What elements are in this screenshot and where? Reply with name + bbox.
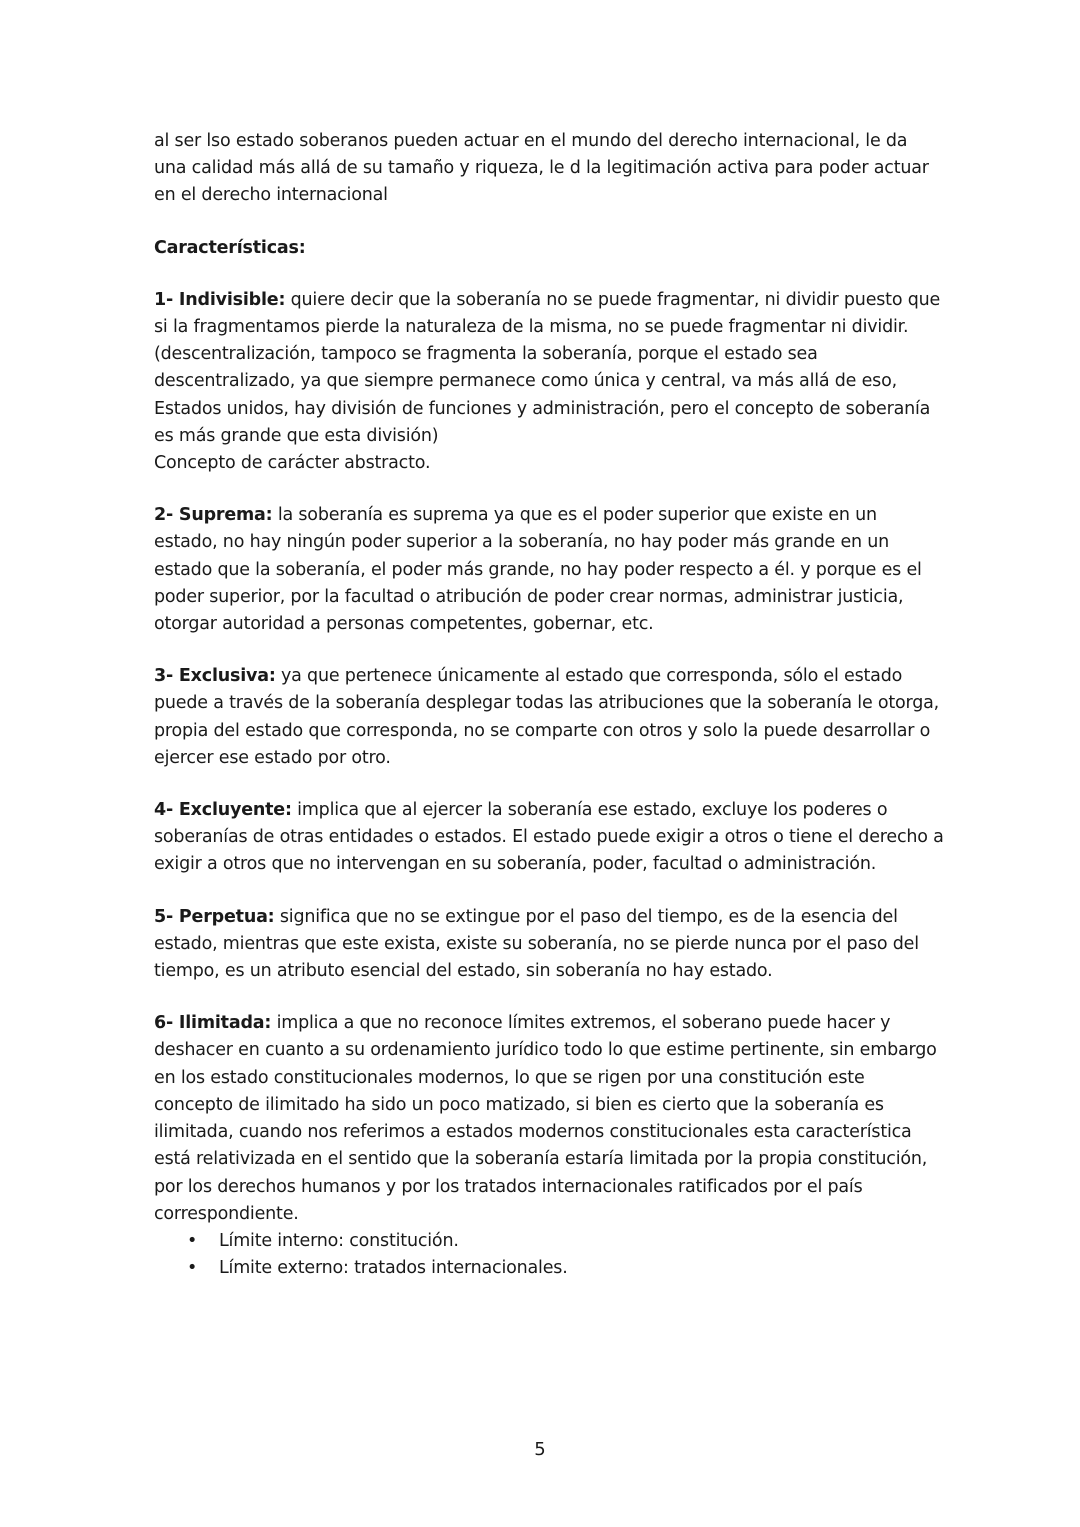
section-heading: Características: — [154, 237, 306, 258]
characteristic-suprema — [154, 502, 944, 638]
spacer — [154, 772, 944, 797]
characteristic-text: la soberanía es suprema ya que es el poder superior que existe en un estado, no hay ningún poder superior a la soberanía, no hay poder más grande en un estado que la soberanía, el poder más grande, no hay poder respecto a él. y porque es el poder superior, por la facultad o atribución de poder crear normas, administrar justicia, otorgar autoridad a personas competentes, gobernar, etc. — [154, 505, 922, 635]
indivisible-note: (descentralización, tampoco se fragmenta la soberanía, porque el estado sea descentralizado, ya que siempre permanece como única y central, va más allá de eso, Estados unidos, hay división de funciones y administración, pero el concepto de soberanía es más grande que esta división) — [154, 344, 931, 446]
characteristic-excluyente — [154, 797, 944, 879]
characteristic-text: implica que al ejercer la soberanía ese estado, excluye los poderes o soberanías de otras entidades o estados. El estado puede exigir a otros o tiene el derecho a exigir a otros que no intervengan en su soberanía, poder, facultad o administración. — [154, 800, 944, 875]
characteristic-indivisible — [154, 287, 944, 341]
characteristic-text: implica a que no reconoce límites extremos, el soberano puede hacer y deshacer en cuanto a su ordenamiento jurídico todo lo que estime pertinente, sin embargo en los estado constitucionales modernos, lo que se rigen por una constitución este concepto de ilimitado ha sido un poco matizado, si bien es cierto que la soberanía es ilimitada, cuando nos referimos a estados modernos constitucionales esta característica está relativizada en el sentido que la soberanía estaría limitada por la propia constitución, por los derechos humanos y por los tratados internacionales ratificados por el país correspondiente. — [154, 1013, 937, 1224]
characteristic-term: 4- Excluyente: — [154, 800, 292, 821]
indivisible-note: Concepto de carácter abstracto. — [154, 453, 431, 474]
characteristic-term: 5- Perpetua: — [154, 906, 275, 927]
characteristic-ilimitada — [154, 1010, 944, 1228]
characteristic-text: quiere decir que la soberanía no se puede fragmentar, ni dividir puesto que si la fragmentamos pierde la naturaleza de la misma, no se puede fragmentar ni dividir. — [154, 289, 941, 338]
characteristic-text: significa que no se extingue por el paso del tiempo, es de la esencia del estado, mientras que este exista, existe su soberanía, no se pierde nunca por el paso del tiempo, es un atributo esencial del estado, sin soberanía no hay estado. — [154, 906, 919, 982]
limits-list-item: • Límite interno: constitución. — [219, 1228, 944, 1255]
characteristic-term: 6- Ilimitada: — [154, 1013, 272, 1034]
characteristic-term: 1- Indivisible: — [154, 289, 286, 310]
characteristic-exclusiva — [154, 663, 944, 772]
page-number: 5 — [534, 1439, 546, 1460]
spacer — [154, 879, 944, 904]
limits-list — [154, 1228, 944, 1282]
limits-list-item: • Límite externo: tratados internacionales. — [219, 1255, 944, 1282]
intro-paragraph: al ser lso estado soberanos pueden actuar en el mundo del derecho internacional, le da una calidad más allá de su tamaño y riqueza, le d la legitimación activa para poder actuar en el derecho internacional — [154, 131, 929, 206]
spacer — [154, 210, 944, 235]
spacer — [154, 638, 944, 663]
characteristic-perpetua — [154, 904, 944, 986]
document-body — [154, 128, 944, 1282]
spacer — [154, 262, 944, 287]
characteristic-term: 3- Exclusiva: — [154, 666, 276, 687]
spacer — [154, 477, 944, 502]
characteristic-text: ya que pertenece únicamente al estado que corresponda, sólo el estado puede a través de la soberanía desplegar todas las atribuciones que la soberanía le otorga, propia del estado que corresponda, no se comparte con otros y solo la puede desarrollar o ejercer ese estado por otro. — [154, 666, 940, 768]
spacer — [154, 985, 944, 1010]
characteristic-term: 2- Suprema: — [154, 505, 273, 526]
